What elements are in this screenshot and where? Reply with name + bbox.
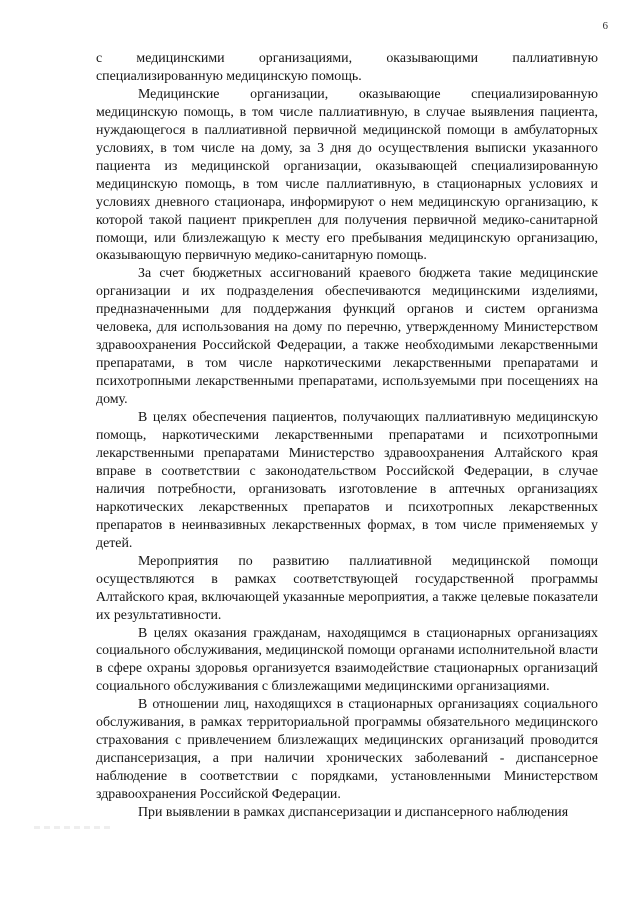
paragraph-dispensarization: В отношении лиц, находящихся в стационарных организациях социального обслуживания, в рамках территориальной программы обязательного медицинского страхования с привлечением близлежащих медицинских организаций проводится диспансеризация, а при наличии хронических заболеваний - диспансерное наблюдение в соответствии с порядками, установленными Министерством здравоохранения Российской Федерации. — [96, 697, 598, 803]
paragraph-discharge-notification: Медицинские организации, оказывающие специализированную медицинскую помощь, в том числе паллиативную, в случае выявления пациента, нуждающегося в паллиативной первичной медицинской помощи в амбулаторных условиях, в том числе на дому, за 3 дня до осуществления выписки указанного пациента из медицинской организации, оказывающей специализированную медицинскую помощь, в том числе паллиативную, в стационарных условиях и условиях дневного стационара, информируют о нем медицинскую организацию, к которой такой пациент прикреплен для получения первичной медико-санитарной помощи, или близлежащую к месту его пребывания медицинскую организацию, оказывающую первичную медико-санитарную помощь. — [96, 86, 598, 264]
document-body — [96, 50, 598, 822]
paragraph-development-measures: Мероприятия по развитию паллиативной медицинской помощи осуществляются в рамках соответствующей государственной программы Алтайского края, включающей указанные мероприятия, а также целевые показатели их результативности. — [96, 553, 598, 623]
paragraph-budget-funding: За счет бюджетных ассигнований краевого бюджета такие медицинские организации и их подразделения обеспечиваются медицинскими изделиями, предназначенными для поддержания функций органов и систем организма человека, для использования на дому по перечню, утвержденному Министерством здравоохранения Российской Федерации, а также необходимыми лекарственными препаратами, в том числе наркотическими лекарственными препаратами и психотропными лекарственными препаратами, используемыми при посещениях на дому. — [96, 266, 598, 408]
page-number: 6 — [602, 20, 608, 32]
scan-artifact-mark — [34, 826, 112, 829]
paragraph-detection-continued: При выявлении в рамках диспансеризации и диспансерного наблюдения — [138, 805, 569, 821]
paragraph-1-continuation: с медицинскими организациями, оказывающими паллиативную специализированную медицинскую помощь. — [96, 51, 598, 84]
paragraph-social-organizations: В целях оказания гражданам, находящимся в стационарных организациях социального обслуживания, медицинской помощи органами исполнительной власти в сфере охраны здоровья организуется взаимодействие стационарных организаций социального обслуживания с близлежащими медицинскими организациями. — [96, 625, 598, 695]
paragraph-narcotic-drugs: В целях обеспечения пациентов, получающих паллиативную медицинскую помощь, наркотическими лекарственными препаратами и психотропными лекарственными препаратами Министерство здравоохранения Алтайского края вправе в соответствии с законодательством Российской Федерации, в случае наличия потребности, организовать изготовление в аптечных организациях наркотических лекарственных препаратов и психотропных лекарственных препаратов в неинвазивных лекарственных формах, в том числе применяемых у детей. — [96, 410, 598, 551]
